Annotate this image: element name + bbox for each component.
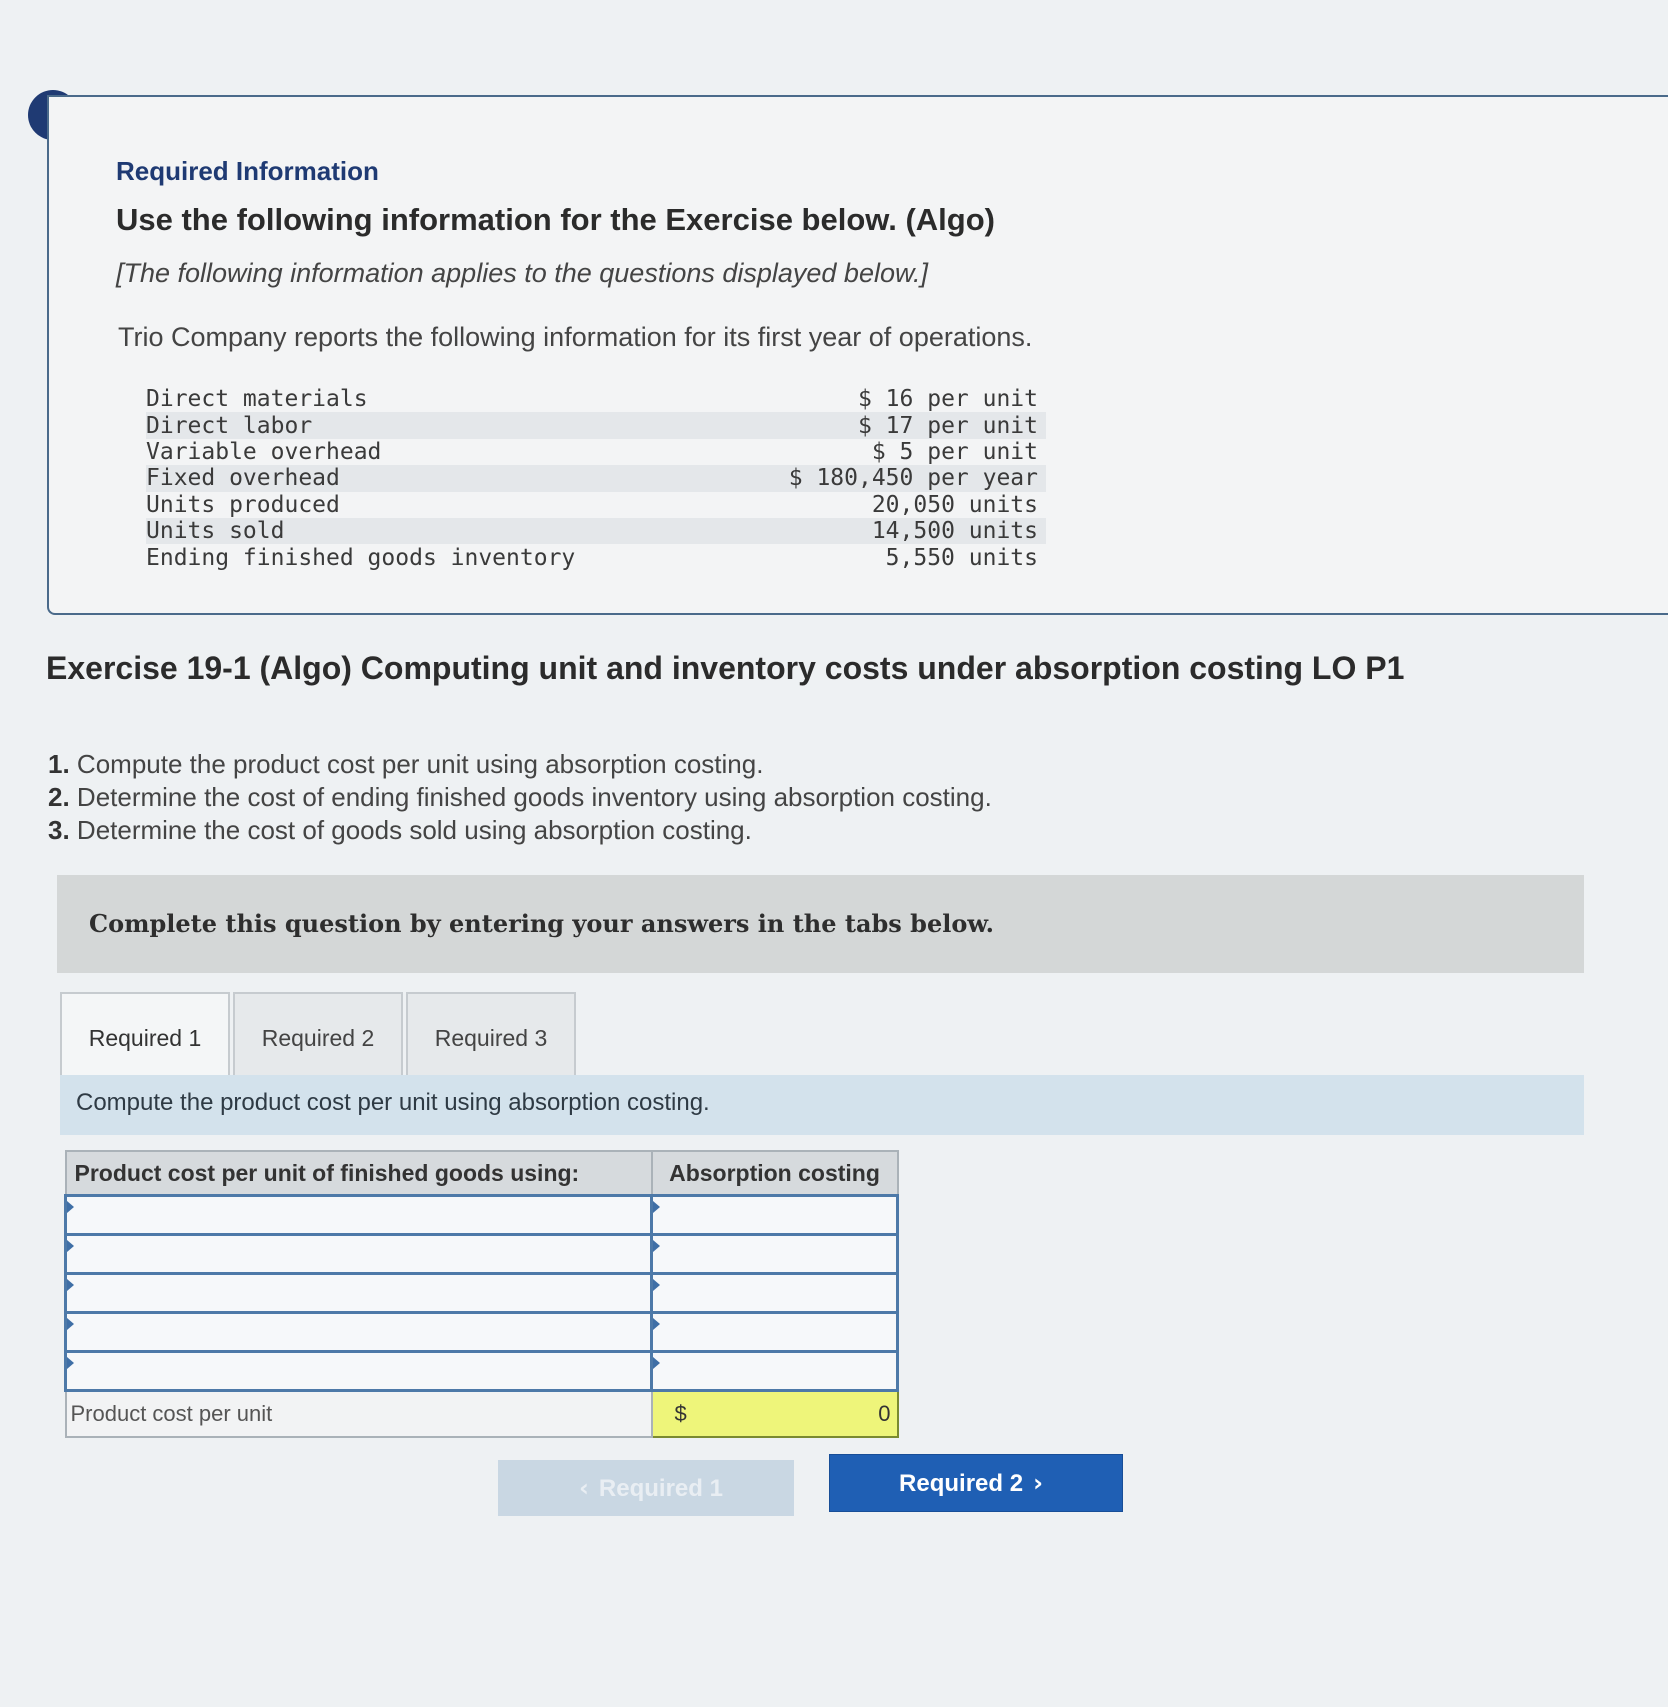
dropdown-marker-icon [67,1279,74,1291]
question-text: Compute the product cost per unit using absorption costing. [76,749,764,779]
cost-data-row [146,386,1046,412]
row-label-input[interactable] [67,1353,650,1389]
cost-data-row [146,544,1046,570]
dropdown-marker-icon [653,1279,660,1291]
cost-data-label: Fixed overhead [146,465,709,491]
information-subheading: Use the following information for the Exercise below. (Algo) [116,202,995,237]
cost-data-row [146,518,1046,544]
tab-prompt-bar [60,1075,1584,1135]
row-label-cell [66,1352,652,1391]
previous-button [498,1460,794,1516]
exercise-title: Exercise 19-1 (Algo) Computing unit and inventory costs under absorption costing LO P1 [46,650,1405,686]
dropdown-marker-icon [653,1201,660,1213]
row-value-cell [652,1274,898,1313]
question-number: 3. [48,815,70,845]
table-row [66,1274,898,1313]
instruction-text: Complete this question by entering your answers in the tabs below. [89,909,994,938]
cost-data-label: Direct labor [146,412,709,438]
cost-data-value: $ 5 per unit [871,438,1038,465]
tab-strip [60,992,1584,1081]
row-value-cell [652,1352,898,1391]
cost-data-label: Variable overhead [146,438,382,465]
question-item [48,748,992,781]
tab-required-3[interactable]: Required 3 [406,992,576,1081]
chevron-left-icon: ‹ [579,1473,589,1502]
company-intro: Trio Company reports the following information for its first year of operations. [118,322,1033,352]
question-text: Determine the cost of goods sold using absorption costing. [76,815,752,845]
row-label-input[interactable] [67,1275,650,1311]
cost-data-label: Ending finished goods inventory [146,544,576,571]
cost-data-row [146,492,1046,518]
row-value-input[interactable] [653,1236,896,1272]
chevron-right-icon: › [1033,1468,1043,1497]
cost-data-label: Units produced [146,491,340,518]
answer-table [64,1150,899,1438]
dropdown-marker-icon [67,1318,74,1330]
next-button[interactable] [829,1454,1123,1512]
instruction-band [57,875,1584,973]
row-value-input[interactable] [653,1197,896,1233]
cost-data-table [146,386,1046,571]
row-label-input[interactable] [67,1314,650,1350]
applies-note: [The following information applies to the questions displayed below.] [116,258,928,288]
total-value: 0 [878,1401,891,1426]
cost-data-value: 20,050 units [871,491,1038,518]
cost-data-label: Direct materials [146,386,368,413]
row-value-cell [652,1313,898,1352]
total-value-inner [653,1401,897,1427]
question-number: 1. [48,749,70,779]
row-value-cell [652,1235,898,1274]
table-row [66,1196,898,1235]
total-value-cell [652,1391,898,1438]
tab-required-1[interactable]: Required 1 [60,992,230,1083]
dropdown-marker-icon [67,1357,74,1369]
total-label: Product cost per unit [66,1391,652,1438]
cost-data-value: 14,500 units [709,518,1046,544]
dropdown-marker-icon [653,1240,660,1252]
question-number: 2. [48,782,70,812]
cost-data-value: $ 16 per unit [857,386,1038,413]
next-button-label: Required 2 [899,1469,1024,1497]
dropdown-marker-icon [653,1357,660,1369]
cost-data-row [146,465,1046,491]
previous-button-label: Required 1 [598,1474,723,1502]
currency-symbol: $ [674,1401,687,1426]
row-label-input[interactable] [67,1236,650,1272]
row-value-input[interactable] [653,1353,896,1389]
row-value-input[interactable] [653,1275,896,1311]
question-item [48,781,992,814]
row-label-cell [66,1274,652,1313]
dropdown-marker-icon [67,1240,74,1252]
cost-data-value: $ 180,450 per year [709,465,1046,491]
cost-data-label: Units sold [146,518,709,544]
tab-prompt: Compute the product cost per unit using absorption costing. [76,1089,710,1116]
dropdown-marker-icon [653,1318,660,1330]
row-label-cell [66,1313,652,1352]
required-information-heading: Required Information [116,156,379,186]
cost-data-value: 5,550 units [885,544,1038,571]
question-list [48,748,992,847]
cost-data-row [146,439,1046,465]
table-row [66,1313,898,1352]
answer-table-header [66,1151,898,1196]
row-label-cell [66,1235,652,1274]
cost-data-value: $ 17 per unit [709,412,1046,438]
table-row [66,1352,898,1391]
row-label-cell [66,1196,652,1235]
question-text: Determine the cost of ending finished goods inventory using absorption costing. [76,782,992,812]
total-row [66,1391,898,1438]
dropdown-marker-icon [67,1201,74,1213]
cost-data-row [146,412,1046,438]
question-item [48,814,992,847]
row-label-input[interactable] [67,1197,650,1233]
header-absorption-costing: Absorption costing [652,1151,898,1196]
table-row [66,1235,898,1274]
row-value-cell [652,1196,898,1235]
row-value-input[interactable] [653,1314,896,1350]
tab-required-2[interactable]: Required 2 [233,992,403,1081]
header-product-cost: Product cost per unit of finished goods using: [66,1151,652,1196]
